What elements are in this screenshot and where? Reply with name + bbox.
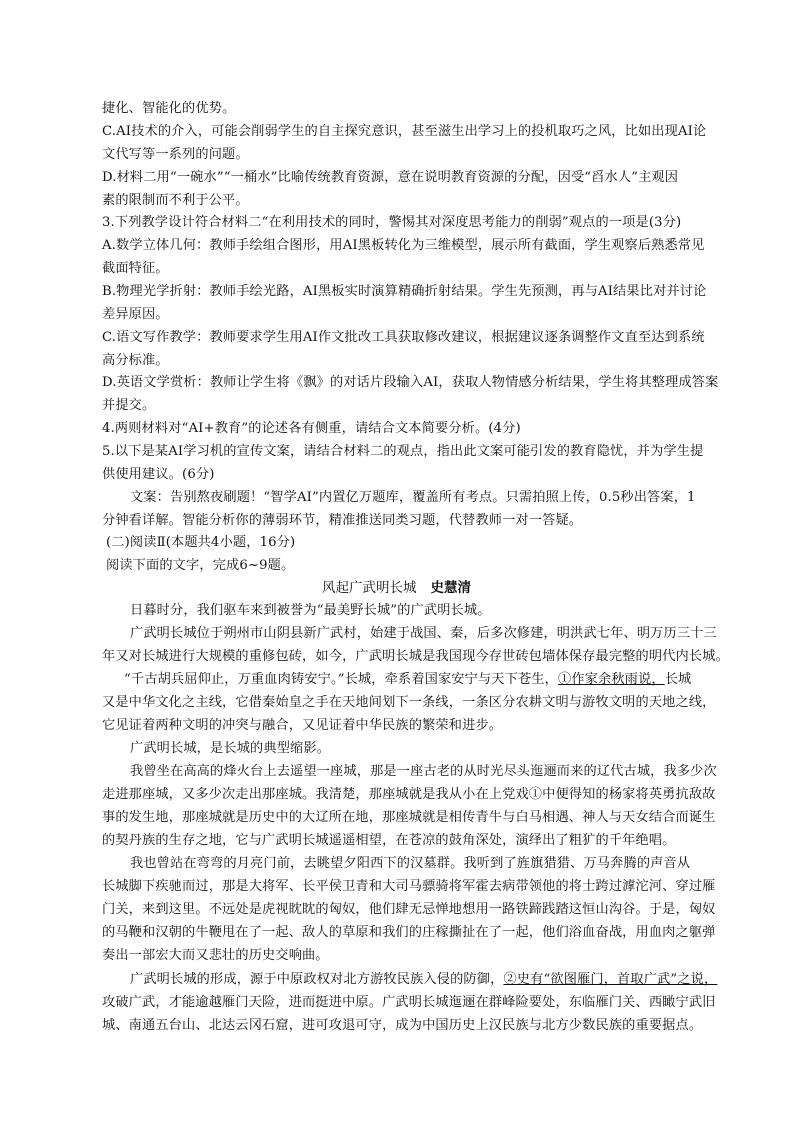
paragraph-2: 广武明长城位于朔州市山阴县新广武村，始建于战国、秦，后多次修建，明洪武七年、明万历三十三 xyxy=(130,626,717,641)
question-5-cont: 供使用建议。(6分) xyxy=(102,467,215,482)
question-4: 4.两则材料对“AI+教育”的论述各有侧重，请结合文本简要分析。(4分) xyxy=(102,421,521,436)
paragraph-1: 日暮时分，我们驱车来到被誉为“最美野长城”的广武明长城。 xyxy=(130,603,491,618)
paragraph-6-cont-4: 奏出一部宏大而又悲壮的历史交响曲。 xyxy=(102,948,329,963)
q3-option-c-cont: 高分标准。 xyxy=(102,353,169,368)
article-title-line xyxy=(0,577,793,599)
paragraph-3-cont: 又是中华文化之主线，它借秦始皇之手在天地间划下一条线，一条区分农耕文明与游牧文明的天地之线， xyxy=(102,695,716,710)
paragraph-3-cont-2: 它见证着两种文明的冲突与融合，又见证着中华民族的繁荣和进步。 xyxy=(102,718,503,733)
article-author: 史慧清 xyxy=(430,580,471,596)
q3-option-d-cont: 并提交。 xyxy=(102,398,156,413)
ad-copy: 文案：告别熬夜刷题！“智学AI”内置亿万题库，覆盖所有考点。只需拍照上传，0.5秒出答案，1 xyxy=(130,490,696,505)
underlined-sentence-1: ①作家余秋雨说， xyxy=(557,672,665,687)
ad-copy-cont: 分钟看详解。智能分析你的薄弱环节，精准推送同类习题，代替教师一对一答疑。 xyxy=(102,513,583,528)
paragraph-4: 广武明长城，是长城的典型缩影。 xyxy=(130,741,331,756)
q3-option-c: C.语文写作教学：教师要求学生用AI作文批改工具获取修改建议，根据建议逐条调整作文直至达到系统 xyxy=(102,330,705,345)
article-title: 风起广武明长城 xyxy=(322,580,417,596)
option-b-cont: 捷化、智能化的优势。 xyxy=(102,101,236,116)
paragraph-6: 我也曾站在弯弯的月亮门前，去眺望夕阳西下的汉墓群。我听到了旌旗猎猎、万马奔腾的声音从 xyxy=(130,856,691,871)
paragraph-3-text: “千古胡兵屈仰止，万重血肉铸安宁。”长城，牵系着国家安宁与天下苍生， xyxy=(124,672,558,687)
section-heading: (二)阅读Ⅱ(本题共4小题，16分) xyxy=(106,535,296,550)
paragraph-6-cont-2: 门关，来到这里。不远处是虎视眈眈的匈奴，他们肆无忌惮地想用一路铁蹄践踏这恒山沟谷。于是，匈奴 xyxy=(102,902,716,917)
q3-option-b: B.物理光学折射：教师手绘光路，AI黑板实时演算精确折射结果。学生先预测，再与AI结果比对并讨论 xyxy=(102,284,707,299)
q3-option-a: A.数学立体几何：教师手绘组合图形，用AI黑板转化为三维模型，展示所有截面，学生观察后熟悉常见 xyxy=(102,238,705,253)
paragraph-7-text: 广武明长城的形成，源于中原政权对北方游牧民族入侵的防御， xyxy=(130,972,504,987)
question-5: 5.以下是某AI学习机的宣传文案，请结合材料二的观点，指出此文案可能引发的教育隐忧，并为学生提 xyxy=(102,444,704,459)
q3-option-d: D.英语文学赏析：教师让学生将《飘》的对话片段输入AI，获取人物情感分析结果，学生将其整理成答案 xyxy=(102,375,719,390)
q3-option-b-cont: 差异原因。 xyxy=(102,307,169,322)
paragraph-3 xyxy=(124,669,691,691)
paragraph-5: 我曾坐在高高的烽火台上去遥望一座城，那是一座古老的从时光尽头迤逦而来的辽代古城，我多少次 xyxy=(130,764,717,779)
option-c-cont: 文代写等一系列的问题。 xyxy=(102,147,249,162)
paragraph-7 xyxy=(130,969,717,991)
option-d-cont: 素的限制而不利于公平。 xyxy=(102,193,249,208)
paragraph-5-cont: 走进那座城，又多少次走出那座城。我清楚，那座城就是我从小在上党戏①中便得知的杨家将英勇抗敌故 xyxy=(102,787,716,802)
paragraph-5-cont-2: 事的发生地，那座城就是历史中的大辽所在地，那座城就是相传青牛与白马相遇、神人与天女结合而诞生 xyxy=(102,810,716,825)
reading-instruction: 阅读下面的文字，完成6~9题。 xyxy=(106,558,295,573)
q3-option-a-cont: 截面特征。 xyxy=(102,261,169,276)
question-3: 3.下列教学设计符合材料二“在利用技术的同时，警惕其对深度思考能力的削弱”观点的一项是(3分) xyxy=(102,215,682,230)
paragraph-5-cont-3: 的契丹族的生存之地，它与广武明长城遥遥相望，在苍凉的鼓角深处，演绎出了粗犷的千年绝唱。 xyxy=(102,833,676,848)
underlined-sentence-2: ②史有“欲图雁门，首取广武”之说， xyxy=(503,972,718,987)
option-c: C.AI技术的介入，可能会削弱学生的自主探究意识，甚至滋生出学习上的投机取巧之风，比如出现AI论 xyxy=(102,124,707,139)
paragraph-3-tail: 长城 xyxy=(664,672,692,687)
paragraph-6-cont-3: 的马鞭和汉朝的牛鞭甩在了一起、敌人的草原和我们的庄稼撕扯在了一起，他们浴血奋战，用血肉之躯弹 xyxy=(102,925,716,940)
option-d: D.材料二用“一碗水”“一桶水”比喻传统教育资源，意在说明教育资源的分配，因受“舀水人”主观因 xyxy=(102,170,679,185)
paragraph-7-cont: 攻破广武，才能逾越雁门天险，进而挺进中原。广武明长城迤逦在群峰险要处，东临雁门关、西瞰宁武旧 xyxy=(102,995,716,1010)
paragraph-7-cont-2: 城、南通五台山、北达云冈石窟，进可攻退可守，成为中国历史上汉民族与北方少数民族的重要据点。 xyxy=(102,1018,703,1033)
paragraph-2-cont: 年又对长城进行大规模的重修包砖，如今，广武明长城是我国现今存世砖包墙体保存最完整的明代内长城。 xyxy=(102,649,729,664)
paragraph-6-cont: 长城脚下疾驰而过，那是大将军、长平侯卫青和大司马骠骑将军霍去病带领他的将士跨过滹沱河、穿过雁 xyxy=(102,879,716,894)
